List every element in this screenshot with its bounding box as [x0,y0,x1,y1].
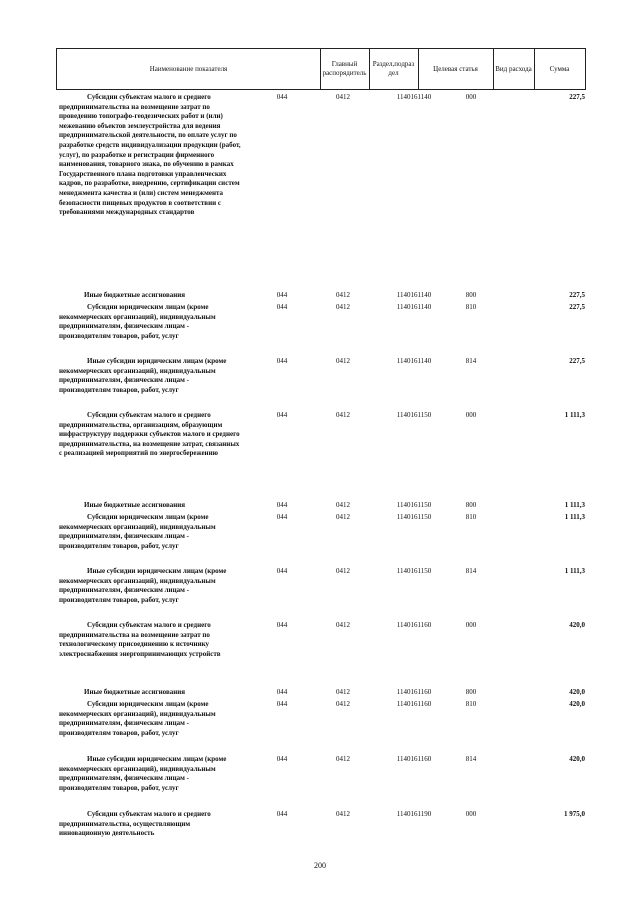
row-target-article: 1140161160 [396,621,432,629]
row-expense-type: 810 [465,303,477,311]
row-target-article: 1140161160 [396,700,432,708]
row-sum: 227,5 [569,303,585,311]
row-sum: 420,0 [569,688,585,696]
row-target-article: 1140161140 [396,291,432,299]
row-grbs: 044 [276,501,288,509]
row-razdel: 0412 [336,700,350,708]
row-razdel: 0412 [336,513,350,521]
row-razdel: 0412 [336,567,350,575]
row-name: Субсидии юридическим лицам (кроме некоммерческих организаций), индивидуальным предпринимателям, физическим лицам - производителям товаров, работ, услуг [59,513,216,550]
row-name: Иные субсидии юридическим лицам (кроме некоммерческих организаций), индивидуальным предпринимателям, физическим лицам - производителям товаров, работ, услуг [59,755,227,792]
header-expense-type: Вид расхода [493,48,535,90]
header-sum: Сумма [534,48,586,90]
row-expense-type: 000 [465,411,477,419]
row-name: Субсидии юридическим лицам (кроме некоммерческих организаций), индивидуальным предпринимателям, физическим лицам - производителям товаров, работ, услуг [59,700,216,737]
row-grbs: 044 [276,303,288,311]
row-sum: 420,0 [569,755,585,763]
row-grbs: 044 [276,291,288,299]
page-number: 200 [314,861,326,870]
row-razdel: 0412 [336,303,350,311]
row-grbs: 044 [276,93,288,101]
row-razdel: 0412 [336,501,350,509]
row-name: Субсидии субъектам малого и среднего предпринимательства на возмещение затрат по проведению топографо-геодезических работ и (или) межеванию объектов землеустройства для ведения предпринимательской деятельности, по оплате услуг по разработке средств индивидуализации продукции (работ, услуг), по разработке и регистрации фирменного наименования, товарного знака, по обучению в рамках Государственного плана подготовки управленческих кадров, по разработке, внедрению, сертификации систем менеджмента качества и (или) систем менеджмента безопасности пищевых продуктов в соответствии с требованиями международных стандартов [59,93,241,217]
row-expense-type: 000 [465,621,477,629]
row-name: Иные бюджетные ассигнования [84,501,186,509]
row-grbs: 044 [276,621,288,629]
row-target-article: 1140161150 [396,567,432,575]
row-name: Иные бюджетные ассигнования [84,688,186,696]
row-name: Субсидии субъектам малого и среднего предпринимательства, организациям, образующим инфраструктуру поддержки субъектов малого и среднего предпринимательства, на возмещение затрат, связанных с реализацией мероприятий по энергосбережению [59,411,240,458]
row-expense-type: 000 [465,93,477,101]
row-target-article: 1140161140 [396,93,432,101]
row-target-article: 1140161150 [396,501,432,509]
row-sum: 227,5 [569,291,585,299]
header-grbs: Главный распорядитель [320,48,370,90]
row-sum: 420,0 [569,621,585,629]
header-razdel: Раздел,подраз дел [369,48,419,90]
row-target-article: 1140161140 [396,357,432,365]
row-expense-type: 814 [465,357,477,365]
row-grbs: 044 [276,411,288,419]
row-sum: 1 975,0 [564,810,585,818]
row-name: Иные субсидии юридическим лицам (кроме некоммерческих организаций), индивидуальным предпринимателям, физическим лицам - производителям товаров, работ, услуг [59,357,227,394]
row-grbs: 044 [276,513,288,521]
row-expense-type: 814 [465,567,477,575]
row-name: Субсидии юридическим лицам (кроме некоммерческих организаций), индивидуальным предпринимателям, физическим лицам - производителям товаров, работ, услуг [59,303,216,340]
row-grbs: 044 [276,688,288,696]
row-name: Субсидии субъектам малого и среднего предпринимательства, осуществляющим инновационную деятельность [59,810,211,838]
row-razdel: 0412 [336,291,350,299]
row-expense-type: 810 [465,700,477,708]
row-razdel: 0412 [336,688,350,696]
row-expense-type: 800 [465,291,477,299]
row-razdel: 0412 [336,357,350,365]
row-sum: 420,0 [569,700,585,708]
row-expense-type: 800 [465,688,477,696]
row-target-article: 1140161150 [396,513,432,521]
row-name: Иные субсидии юридическим лицам (кроме некоммерческих организаций), индивидуальным предпринимателям, физическим лицам - производителям товаров, работ, услуг [59,567,227,604]
row-target-article: 1140161160 [396,688,432,696]
row-name: Субсидии субъектам малого и среднего предпринимательства на возмещение затрат по технологическому присоединению к источнику электроснабжения энергопринимающих устройств [59,621,221,658]
row-sum: 227,5 [569,357,585,365]
row-expense-type: 814 [465,755,477,763]
row-razdel: 0412 [336,755,350,763]
row-target-article: 1140161190 [396,810,432,818]
row-razdel: 0412 [336,93,350,101]
row-name: Иные бюджетные ассигнования [84,291,186,299]
row-sum: 1 111,3 [564,513,585,521]
row-grbs: 044 [276,810,288,818]
row-razdel: 0412 [336,411,350,419]
row-sum: 1 111,3 [564,567,585,575]
row-sum: 1 111,3 [564,501,585,509]
row-grbs: 044 [276,700,288,708]
row-expense-type: 000 [465,810,477,818]
row-grbs: 044 [276,755,288,763]
row-grbs: 044 [276,357,288,365]
header-target-article: Целевая статья [418,48,494,90]
row-razdel: 0412 [336,621,350,629]
row-target-article: 1140161150 [396,411,432,419]
row-expense-type: 800 [465,501,477,509]
row-target-article: 1140161140 [396,303,432,311]
row-target-article: 1140161160 [396,755,432,763]
row-razdel: 0412 [336,810,350,818]
row-expense-type: 810 [465,513,477,521]
row-sum: 227,5 [569,93,585,101]
row-grbs: 044 [276,567,288,575]
header-name: Наименование показателя [56,48,321,90]
row-sum: 1 111,3 [564,411,585,419]
